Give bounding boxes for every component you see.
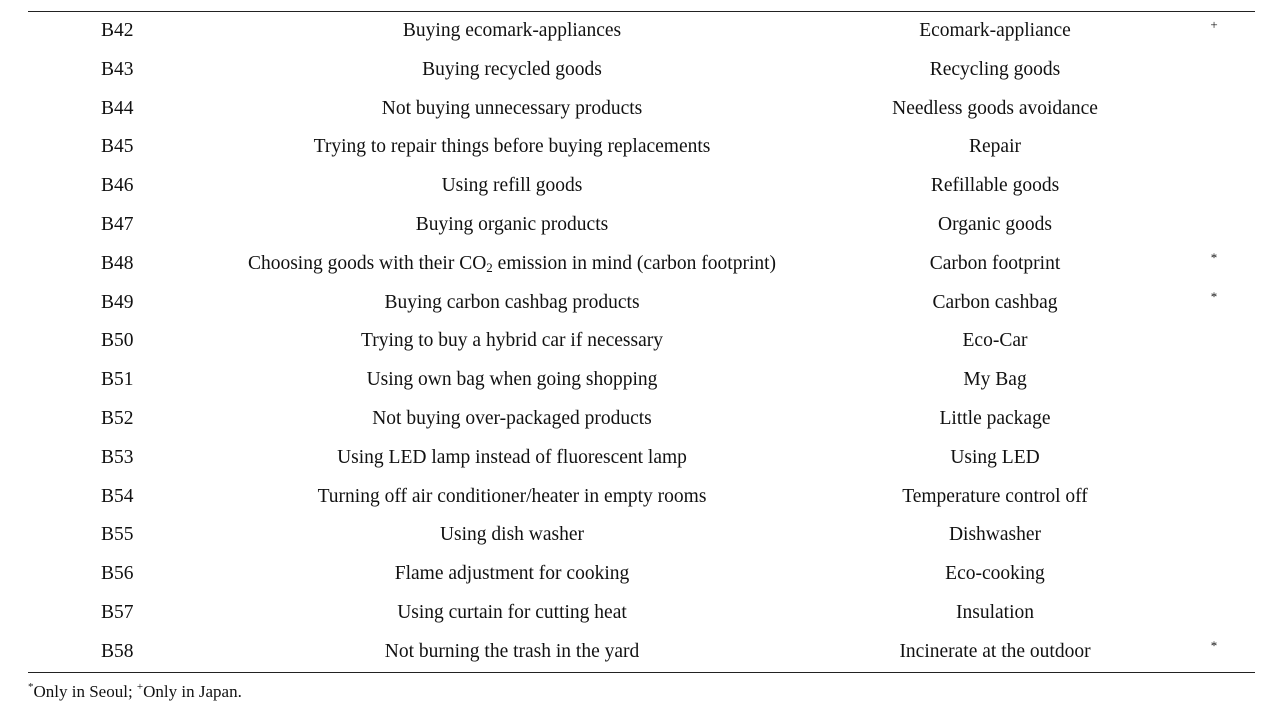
table-row: [0, 555, 1283, 594]
table-row: [0, 633, 1283, 672]
behavior-description: Not buying over-packaged products: [372, 407, 652, 429]
behavior-code: B48: [101, 252, 134, 274]
table-row: [0, 90, 1283, 129]
behavior-description: Using dish washer: [439, 524, 585, 546]
behavior-description: Trying to repair things before buying replacements: [313, 136, 711, 158]
behavior-code: B52: [101, 407, 134, 429]
behavior-label: Carbon cashbag: [932, 291, 1058, 313]
behavior-label: Insulation: [956, 601, 1034, 623]
behavior-description: Buying carbon cashbag products: [384, 291, 640, 313]
behavior-label: Little package: [939, 407, 1051, 429]
behavior-label: Organic goods: [938, 213, 1052, 235]
behavior-description: Turning off air conditioner/heater in empty rooms: [317, 485, 707, 507]
table-body: [0, 12, 1283, 672]
behavior-label: Eco-cooking: [945, 563, 1045, 585]
behavior-label: Repair: [969, 136, 1021, 158]
behavior-description: Using curtain for cutting heat: [397, 601, 627, 623]
behavior-description: Using own bag when going shopping: [366, 369, 658, 391]
table-row: [0, 400, 1283, 439]
behavior-code: B50: [101, 330, 134, 352]
region-mark: *: [1210, 249, 1218, 265]
table-row: [0, 284, 1283, 323]
table-row: [0, 167, 1283, 206]
behavior-code: B58: [101, 640, 134, 662]
table-row: [0, 128, 1283, 167]
behavior-code: B55: [101, 524, 134, 546]
table-row: [0, 516, 1283, 555]
behavior-label: Recycling goods: [929, 58, 1061, 80]
behavior-code: B44: [101, 97, 134, 119]
behavior-description: Buying organic products: [415, 213, 609, 235]
behavior-description: Not burning the trash in the yard: [384, 640, 640, 662]
behavior-code: B54: [101, 485, 134, 507]
table-row: [0, 206, 1283, 245]
region-mark: *: [1210, 637, 1218, 653]
behavior-label: Carbon footprint: [929, 252, 1061, 274]
table-row: [0, 51, 1283, 90]
table-row: [0, 439, 1283, 478]
behavior-code: B51: [101, 369, 134, 391]
behavior-description: Not buying unnecessary products: [381, 97, 643, 119]
table-row: [0, 322, 1283, 361]
behavior-description: Using refill goods: [441, 175, 583, 197]
behavior-code: B53: [101, 446, 134, 468]
behavior-code: B45: [101, 136, 134, 158]
behavior-description: Buying ecomark-appliances: [402, 20, 622, 41]
behavior-description: Buying recycled goods: [422, 58, 602, 80]
behavior-code: B56: [101, 563, 134, 585]
behavior-description: Choosing goods with their $CO_2$ emission in mind (carbon footprint): [247, 252, 777, 275]
footnote-japan-mark: +: [136, 681, 144, 693]
behavior-label: Dishwasher: [948, 524, 1042, 546]
table-footnote: [28, 680, 242, 704]
footnote-seoul-mark: *: [28, 681, 34, 693]
behavior-code: B47: [101, 213, 134, 235]
behavior-label: Refillable goods: [930, 175, 1060, 197]
behavior-code: B46: [101, 175, 134, 197]
behavior-code: B42: [101, 20, 134, 41]
table-row: [0, 245, 1283, 284]
table-row: [0, 361, 1283, 400]
behavior-label: Needless goods avoidance: [892, 97, 1098, 119]
behavior-code: B49: [101, 291, 134, 313]
behavior-code: B43: [101, 58, 134, 80]
table-row: [0, 12, 1283, 51]
region-mark: *: [1210, 288, 1218, 304]
behavior-label: Eco-Car: [962, 330, 1028, 352]
behavior-description: Flame adjustment for cooking: [394, 563, 630, 585]
footnote-japan-text: Only in Japan.: [143, 682, 242, 701]
region-mark: +: [1210, 17, 1218, 32]
behavior-description: Trying to buy a hybrid car if necessary: [360, 330, 663, 352]
table-bottom-rule: [28, 672, 1255, 673]
behavior-code: B57: [101, 601, 134, 623]
table-row: [0, 594, 1283, 633]
behavior-label: Using LED: [950, 446, 1040, 468]
co2-subscript: 2: [486, 259, 493, 275]
behavior-label: My Bag: [963, 369, 1027, 391]
footnote-seoul-text: Only in Seoul;: [33, 682, 137, 701]
behavior-description: Using LED lamp instead of fluorescent lamp: [337, 446, 687, 468]
table-row: [0, 478, 1283, 517]
behavior-label: Ecomark-appliance: [919, 20, 1071, 41]
behavior-label: Temperature control off: [902, 485, 1088, 507]
behavior-label: Incinerate at the outdoor: [899, 640, 1091, 662]
